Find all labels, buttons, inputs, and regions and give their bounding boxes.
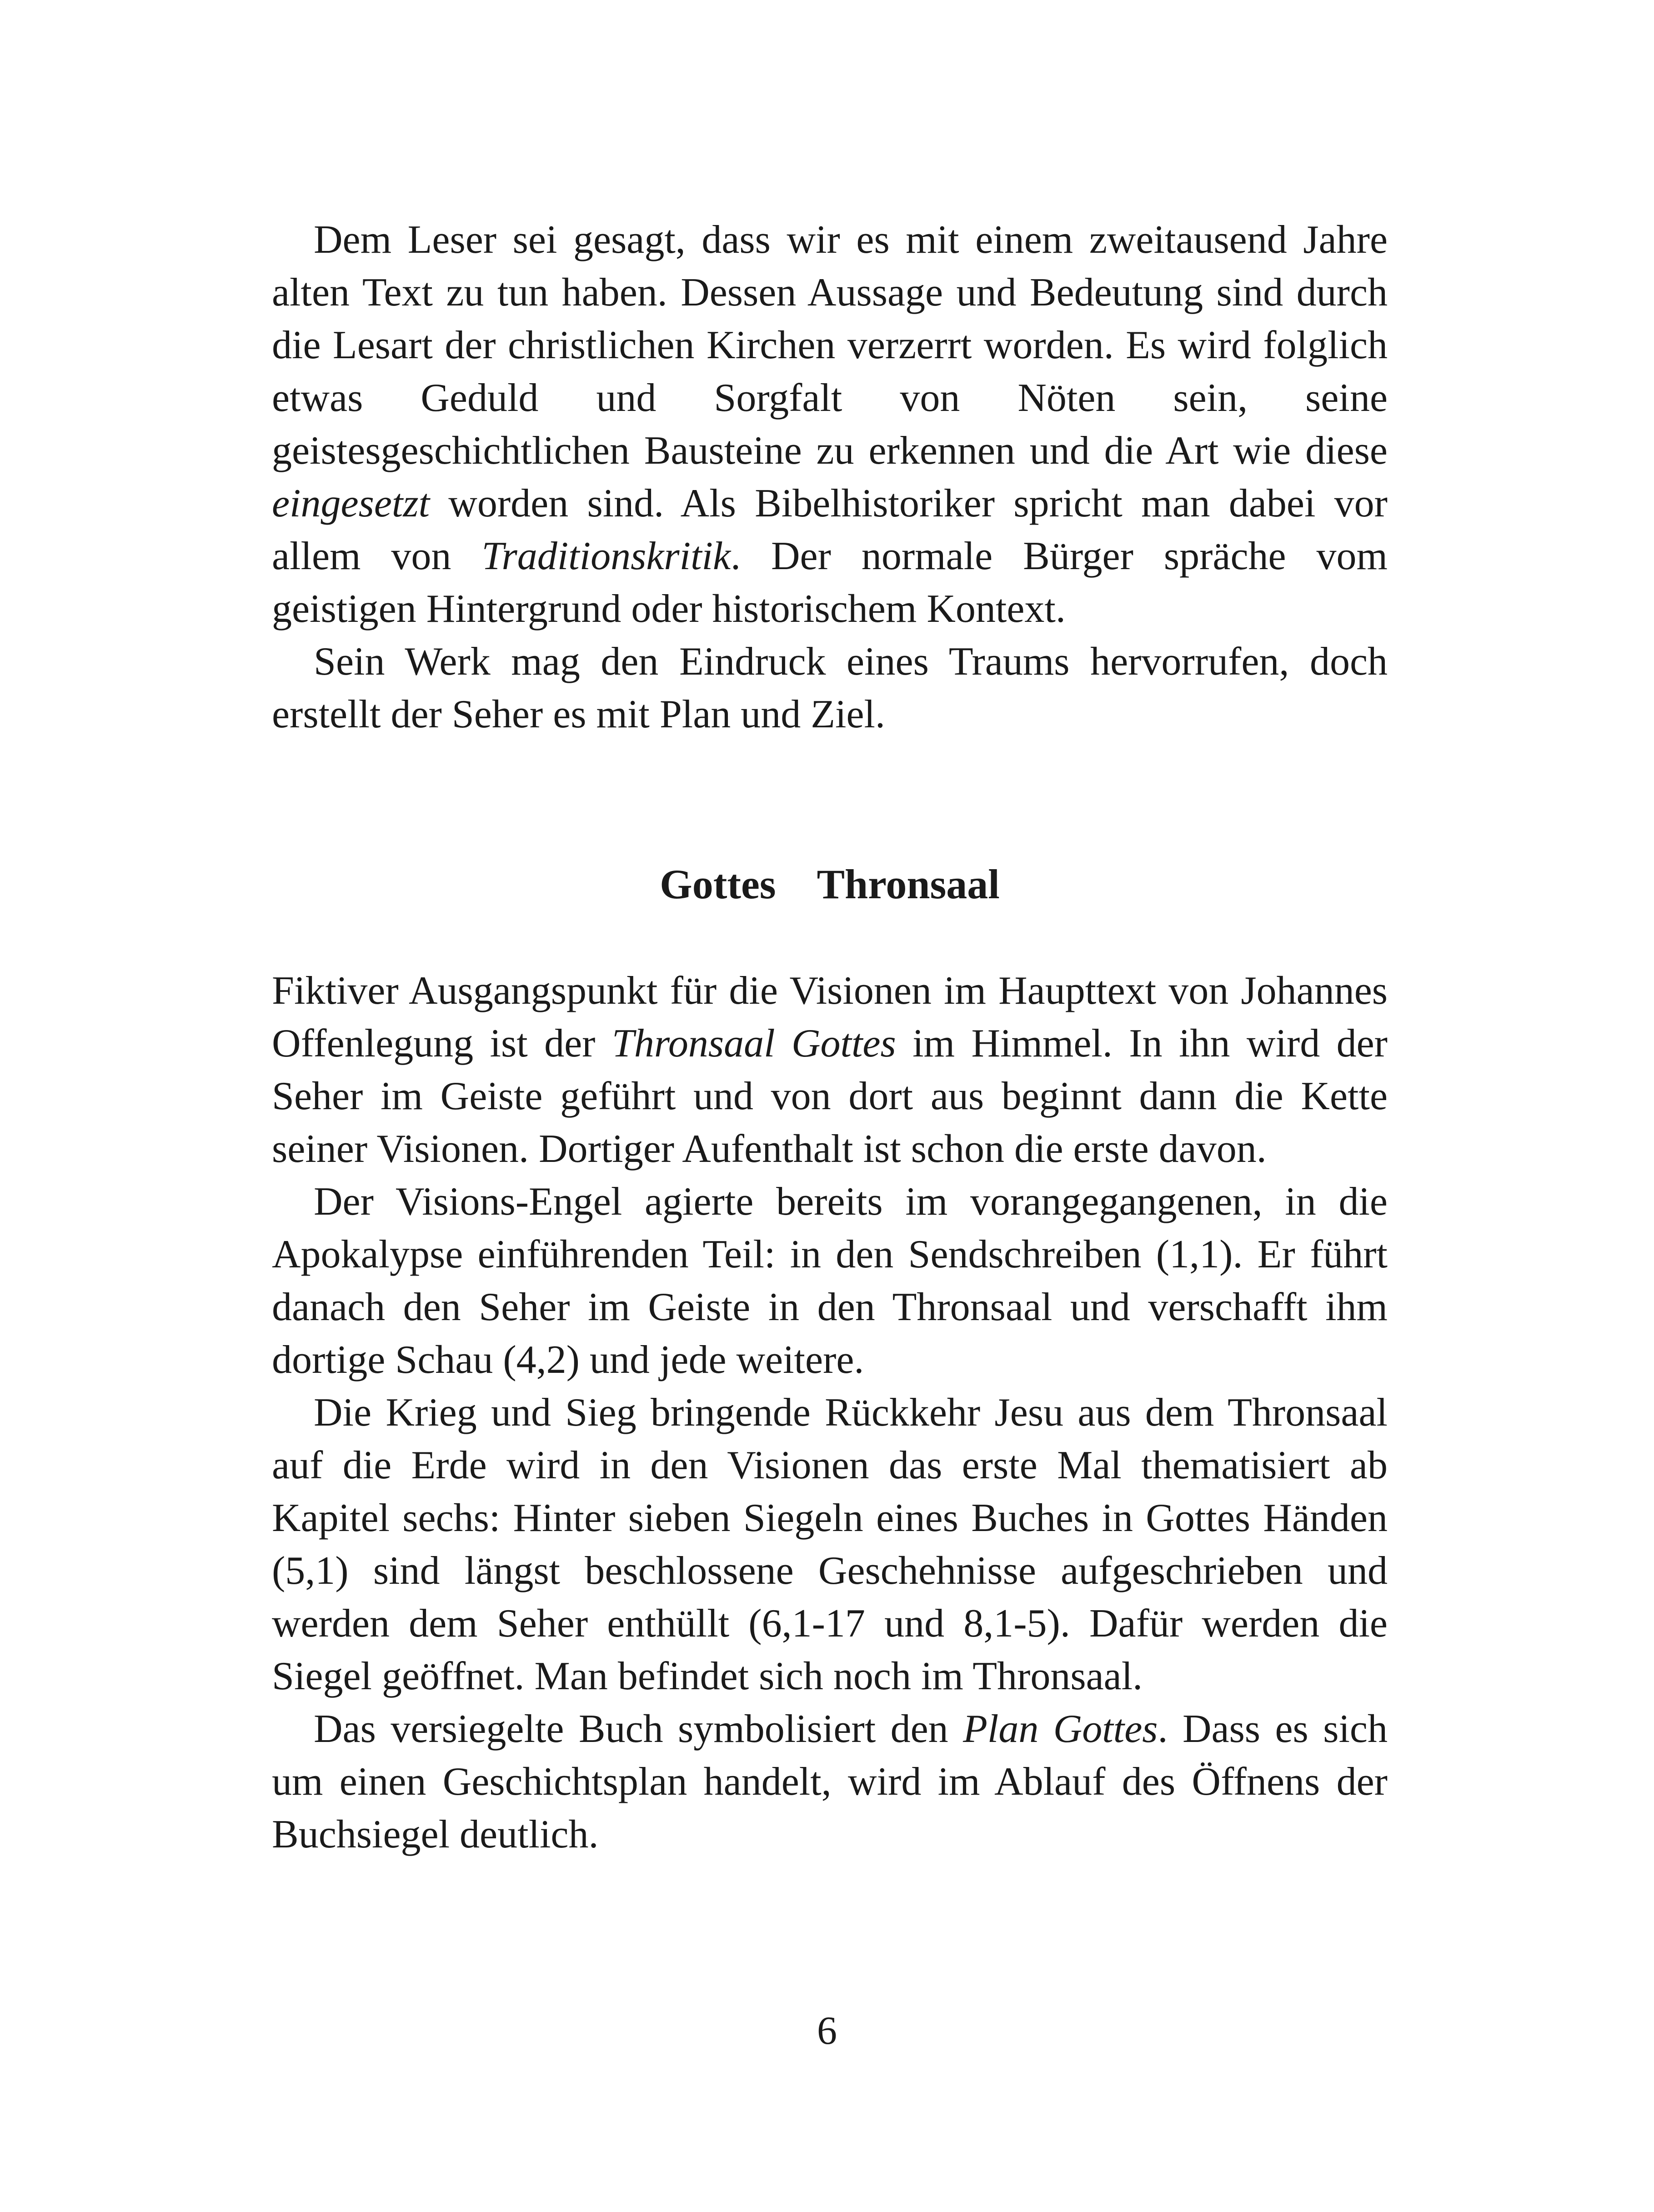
page-number: 6 xyxy=(817,2009,837,2053)
section-paragraph-2: Der Visions-Engel agierte bereits im vorangegangenen, in die Apokalypse einführenden Teil: in den Sendschreiben (1,1). Er führt danach den Seher im Geiste in den Thronsaal und verschafft ihm dortige Schau (4,2) und jede weitere. xyxy=(272,1180,1388,1382)
heading-word-2: Thronsaal xyxy=(817,861,1000,907)
section-paragraph-4-part-a: Das versiegelte Buch symbolisiert den xyxy=(314,1707,963,1751)
intro-paragraph-1 xyxy=(272,214,1388,636)
section-heading xyxy=(272,857,1388,911)
intro-paragraph-1-part-c: . Der normale Bürger spräche vom geistigen Hintergrund oder historischem Kontext. xyxy=(272,534,1388,631)
section-emphasis-thronsaal-gottes: Thronsaal Gottes xyxy=(611,1021,896,1066)
intro-emphasis-traditionskritik: Traditionskritik xyxy=(481,534,731,578)
intro-paragraph-1-part-a: Dem Leser sei gesagt, dass wir es mit einem zweitausend Jahre alten Text zu tun haben. Dessen Aussage und Bedeutung sind durch die Lesart der christlichen Kirchen verzerrt worden. Es wird folglich etwas Geduld und Sorgfalt von Nöten sein, seine geistesgeschichtlichen Bausteine zu erkennen und die Art wie diese xyxy=(272,218,1388,473)
section-paragraph-4 xyxy=(272,1703,1388,1861)
intro-emphasis-eingesetzt: eingesetzt xyxy=(272,481,430,525)
intro-paragraph-1-part-b: worden sind. Als Bibelhistoriker spricht man dabei vor allem von xyxy=(272,481,1388,578)
section-paragraph-3: Die Krieg und Sieg bringende Rückkehr Jesu aus dem Thronsaal auf die Erde wird in den Visionen das erste Mal thematisiert ab Kapitel sechs: Hinter sieben Siegeln eines Buches in Gottes Händen (5,1) sind längst beschlossene Geschehnisse aufgeschrieben und werden dem Seher enthüllt (6,1-17 und 8,1-5). Dafür werden die Siegel geöffnet. Man befindet sich noch im Thronsaal. xyxy=(272,1391,1388,1698)
section-emphasis-plan-gottes: Plan Gottes xyxy=(963,1707,1158,1751)
section-paragraph-1-part-a: Fiktiver Ausgangspunkt für die Visionen im Haupttext von Johannes Offenlegung ist der xyxy=(272,969,1388,1066)
section-paragraph-1 xyxy=(272,965,1388,1176)
section-paragraph-4-part-b: . Dass es sich um einen Geschichtsplan handelt, wird im Ablauf des Öffnens der Buchsiegel deutlich. xyxy=(272,1707,1388,1857)
intro-paragraph-2: Sein Werk mag den Eindruck eines Traums hervorrufen, doch erstellt der Seher es mit Plan und Ziel. xyxy=(272,640,1388,736)
section-paragraph-1-part-b: im Himmel. In ihn wird der Seher im Geiste geführt und von dort aus beginnt dann die Kette seiner Visionen. Dortiger Aufenthalt ist schon die erste davon. xyxy=(272,1021,1388,1171)
heading-word-1: Gottes xyxy=(660,861,776,907)
intro-text xyxy=(272,214,1388,741)
section-text xyxy=(272,965,1388,1861)
